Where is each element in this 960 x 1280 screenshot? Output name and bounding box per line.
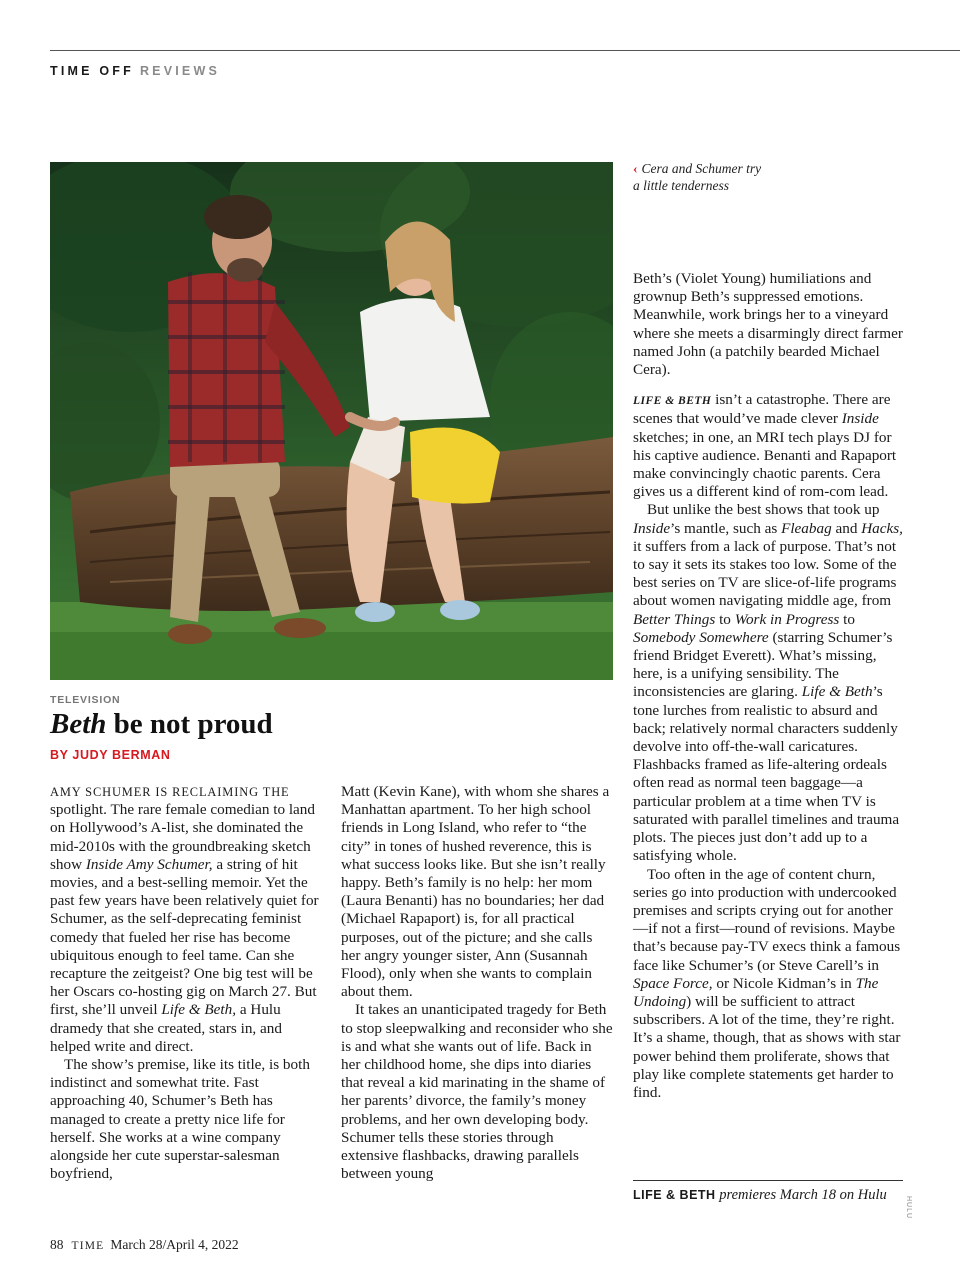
italic-title: The Undoing <box>633 974 879 1010</box>
page-number: 88 <box>50 1237 64 1252</box>
text-run: ’s tone lurches from realistic to absurd and back; relatively normal characters suddenly devolve into off-the-wall caricatures. Flashbacks framed as life-altering ordeals often read as normal teen baggage—a particular problem at a time when TV is saturated with parallel timelines and trauma plots. The pieces just don’t add up to a satisfying whole. <box>633 683 900 865</box>
italic-title: Somebody Somewhere <box>633 628 769 646</box>
premiere-text: premieres March 18 on Hulu <box>715 1187 887 1203</box>
photo-caption <box>633 160 763 194</box>
italic-title: Hacks, <box>861 519 903 537</box>
italic-title: Better Things <box>633 610 716 628</box>
photo-illustration <box>50 162 613 680</box>
paragraph: Matt (Kevin Kane), with whom she shares a Manhattan apartment. To her high school friends in Long Island, who refer to “the city” in tones of hushed reverence, this is what success looks like. But she isn’t really happy. Beth’s family is no help: her mom (Laura Benanti) has no boundaries; her dad (Michael Rapaport) is, for all practical purposes, out of the picture; and she calls her angry younger sister, Ann (Susannah Flood), only when she wants to complain about them. <box>341 783 610 1001</box>
caption-text: Cera and Schumer try a little tenderness <box>633 161 762 193</box>
paragraph <box>633 866 903 1103</box>
italic-title: Life & Beth <box>801 683 873 701</box>
paragraph <box>633 501 903 865</box>
body-column-3 <box>633 270 903 1102</box>
text-run: ’s mantle, such as <box>670 519 782 537</box>
text-run: sketches; in one, an MRI tech plays DJ for his captive audience. Benanti and Rapaport make convincingly chaotic parents. Cera gives us a different kind of rom-com lead. <box>633 428 897 501</box>
text-run: it suffers from a lack of purpose. That’s not to say it sets its stakes too low. Some of the best series on TV are slice-of-life programs about women navigating middle age, from <box>633 537 897 610</box>
text-run: ) will be sufficient to attract subscribers. A lot of the time, they’re right. It’s a shame, though, that as shows with star power behind them proliferate, shows that play like complete statements get harder to find. <box>633 992 901 1101</box>
text-run: to <box>715 610 735 628</box>
article-byline: BY JUDY BERMAN <box>50 748 171 762</box>
text-run: a string of hit movies, and a best-selling memoir. Yet the past few years have been relatively quiet for Schumer, as the self-deprecating feminist comedy that fueled her rise has become ubiquitous enough to feel tame. Can she recapture the zeitgeist? One big test will be her Oscars co-hosting gig on March 27. But first, she’ll unveil <box>50 855 319 1019</box>
text-run: Too often in the age of content churn, series go into production with undercooked premises and scripts crying out for another—if not a first—round of revisions. Maybe that’s because pay-TV execs think a famous face like Schumer’s (or Steve Carell’s in <box>633 865 901 974</box>
headline-italic: Beth <box>50 708 107 740</box>
italic-title: Inside <box>633 519 671 537</box>
section-name: TIME OFF <box>50 64 134 78</box>
italic-title: Fleabag <box>781 519 832 537</box>
end-rule <box>633 1180 903 1181</box>
italic-title: Inside <box>841 410 879 428</box>
italic-title: Work in Progress <box>734 610 840 628</box>
text-run: and <box>831 519 862 537</box>
premiere-info <box>633 1186 903 1204</box>
italic-title: Inside Amy Schumer, <box>85 855 213 873</box>
article-headline <box>50 706 273 742</box>
italic-title: Life & Beth, <box>161 1001 237 1019</box>
show-title-small-caps: LIFE & BETH <box>633 395 712 408</box>
paragraph <box>633 391 903 501</box>
photo-credit: HULU <box>905 1196 912 1220</box>
lead-small-caps: AMY SCHUMER IS RECLAIMING THE <box>50 785 290 799</box>
text-run: isn’t a catastrophe. There are scenes that would’ve made clever <box>633 391 891 428</box>
body-column-2 <box>341 783 613 1183</box>
premiere-show-title: LIFE & BETH <box>633 1188 716 1202</box>
body-column-1 <box>50 783 322 1183</box>
top-rule <box>50 50 960 51</box>
headline-rest: be not proud <box>106 708 273 740</box>
text-run: spotlight. The rare female comedian to land on Hollywood’s A-list, she dominated the mid-2010s with the groundbreaking sketch show <box>50 801 315 873</box>
text-run: a Hulu dramedy that she created, stars in, and helped write and direct. <box>50 1001 282 1055</box>
magazine-name: TIME <box>71 1240 105 1252</box>
paragraph <box>50 783 322 1056</box>
page-footer <box>50 1237 239 1253</box>
article-kicker: TELEVISION <box>50 694 121 706</box>
subsection-name: REVIEWS <box>139 64 220 78</box>
paragraph: Beth’s (Violet Young) humiliations and grownup Beth’s suppressed emotions. Meanwhile, work brings her to a vineyard where she meets a disarmingly direct farmer named John (a patchily bearded Michael Cera). <box>633 270 903 379</box>
caption-arrow-icon: ‹ <box>633 161 638 176</box>
text-run: (starring Schumer’s friend Bridget Everett). What’s missing, here, is a unifying sensibility. The inconsistencies are glaring. <box>633 628 893 701</box>
paragraph: The show’s premise, like its title, is both indistinct and somewhat trite. Fast approaching 40, Schumer’s Beth has managed to create a pretty nice life for herself. She works at a wine company alongside her cute superstar-salesman boyfriend, <box>50 1056 310 1183</box>
article-photo <box>50 162 613 680</box>
section-header <box>50 64 220 78</box>
text-run: or Nicole Kidman’s in <box>712 974 856 992</box>
text-run: to <box>839 610 855 628</box>
text-run: But unlike the best shows that took up <box>647 501 880 519</box>
italic-title: Space Force, <box>633 974 713 992</box>
paragraph: It takes an unanticipated tragedy for Beth to stop sleepwalking and reconsider who she is and what she wants out of life. Back in her childhood home, she dips into diaries that reveal a kid marinating in the shame of her parents’ divorce, the family’s money problems, and her own developing body. Schumer tells these stories through extensive flashbacks, drawing parallels between young <box>341 1001 613 1183</box>
issue-date: March 28/April 4, 2022 <box>110 1237 239 1252</box>
